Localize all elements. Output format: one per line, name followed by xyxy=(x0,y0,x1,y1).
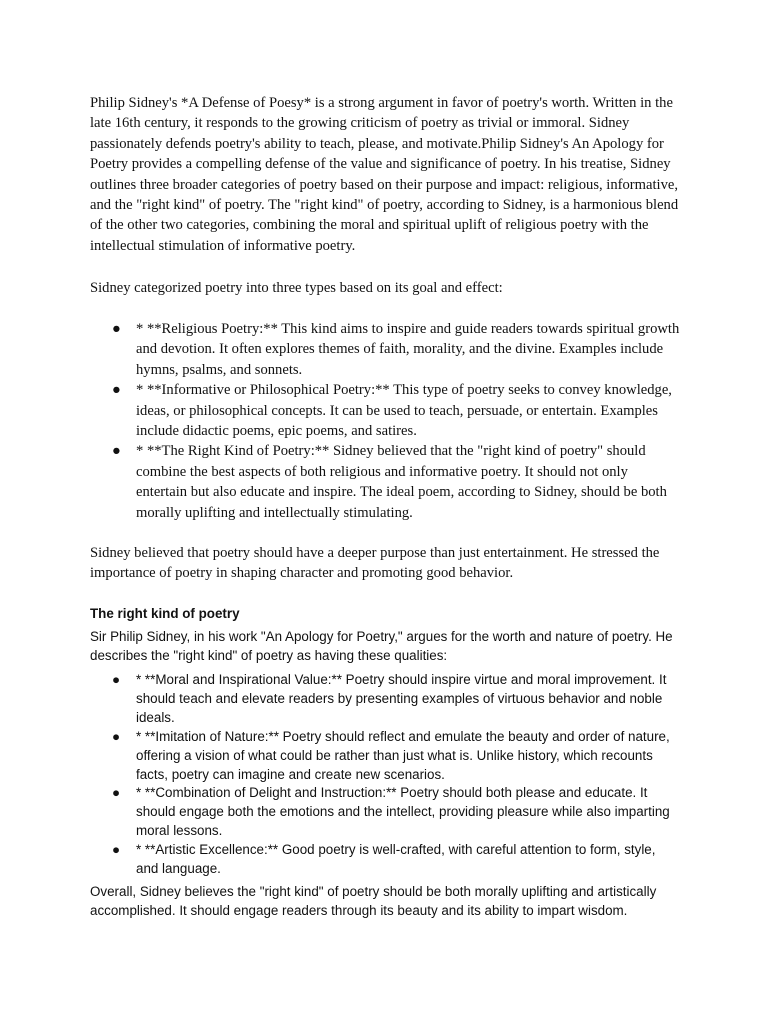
bullet-icon: ● xyxy=(112,728,121,744)
right-kind-intro-paragraph: Sir Philip Sidney, in his work "An Apology for Poetry," argues for the worth and nature of poetry. He describes the "right kind" of poetry as having these qualities: xyxy=(90,629,673,663)
list-item-text: * **Informative or Philosophical Poetry:** This type of poetry seeks to convey knowledge, ideas, or philosophical concepts. It can be used to teach, persuade, or entertain. Examples include didactic poems, epic poems, and satires. xyxy=(136,382,672,440)
purpose-paragraph: Sidney believed that poetry should have a deeper purpose than just entertainment. He stressed the importance of poetry in shaping character and promoting good behavior. xyxy=(90,545,660,582)
list-item xyxy=(90,728,680,785)
bullet-icon: ● xyxy=(112,321,121,337)
list-item xyxy=(90,784,680,841)
bullet-icon: ● xyxy=(112,672,121,687)
conclusion-paragraph: Overall, Sidney believes the "right kind" of poetry should be both morally uplifting and artistically accomplished. It should engage readers through its beauty and its ability to impart wisdom. xyxy=(90,884,657,918)
list-item xyxy=(90,841,680,879)
list-item-text: * **Religious Poetry:** This kind aims to inspire and guide readers towards spiritual growth and devotion. It often explores themes of faith, morality, and the divine. Examples include hymns, psalms, and sonnets. xyxy=(136,321,680,378)
list-item-text: * **Moral and Inspirational Value:** Poetry should inspire virtue and moral improvement. It should teach and elevate readers by presenting examples of virtuous behavior and noble ideals. xyxy=(136,672,667,725)
intro-paragraph: Philip Sidney's *A Defense of Poesy* is a strong argument in favor of poetry's worth. Written in the late 16th century, it responds to the growing criticism of poetry as trivial or immoral. Sidney passionately defends poetry's ability to teach, please, and motivate.Philip Sidney's An Apology for Poetry provides a compelling defense of the value and significance of poetry. In his treatise, Sidney outlines three broader categories of poetry based on their purpose and impact: religious, informative, and the "right kind" of poetry. The "right kind" of poetry, according to Sidney, is a harmonious blend of the other two categories, combining the moral and spiritual uplift of religious poetry with the intellectual stimulation of informative poetry. xyxy=(90,95,679,254)
categories-intro-paragraph: Sidney categorized poetry into three types based on its goal and effect: xyxy=(90,280,503,296)
bullet-icon: ● xyxy=(112,443,121,460)
bullet-icon: ● xyxy=(112,842,121,858)
categories-list xyxy=(90,319,680,523)
list-item-text: * **Artistic Excellence:** Good poetry is well-crafted, with careful attention to form, style, and language. xyxy=(136,842,656,877)
list-item-text: * **Combination of Delight and Instruction:** Poetry should both please and educate. It should engage both the emotions and the intellect, providing pleasure while also imparting moral lessons. xyxy=(136,785,670,839)
list-item xyxy=(90,671,680,728)
bullet-icon: ● xyxy=(112,382,121,399)
list-item xyxy=(90,441,680,523)
section-heading: The right kind of poetry xyxy=(90,606,240,621)
qualities-list xyxy=(90,671,680,879)
list-item xyxy=(90,319,680,380)
list-item-text: * **Imitation of Nature:** Poetry should reflect and emulate the beauty and order of nature, offering a vision of what could be rather than just what is. Unlike history, which recounts facts, poetry can imagine and create new scenarios. xyxy=(136,728,670,782)
list-item xyxy=(90,380,680,441)
list-item-text: * **The Right Kind of Poetry:** Sidney believed that the "right kind of poetry" should combine the best aspects of both religious and informative poetry. It should not only entertain but also educate and inspire. The ideal poem, according to Sidney, should be both morally uplifting and intellectually stimulating. xyxy=(136,443,667,521)
bullet-icon: ● xyxy=(112,785,121,801)
